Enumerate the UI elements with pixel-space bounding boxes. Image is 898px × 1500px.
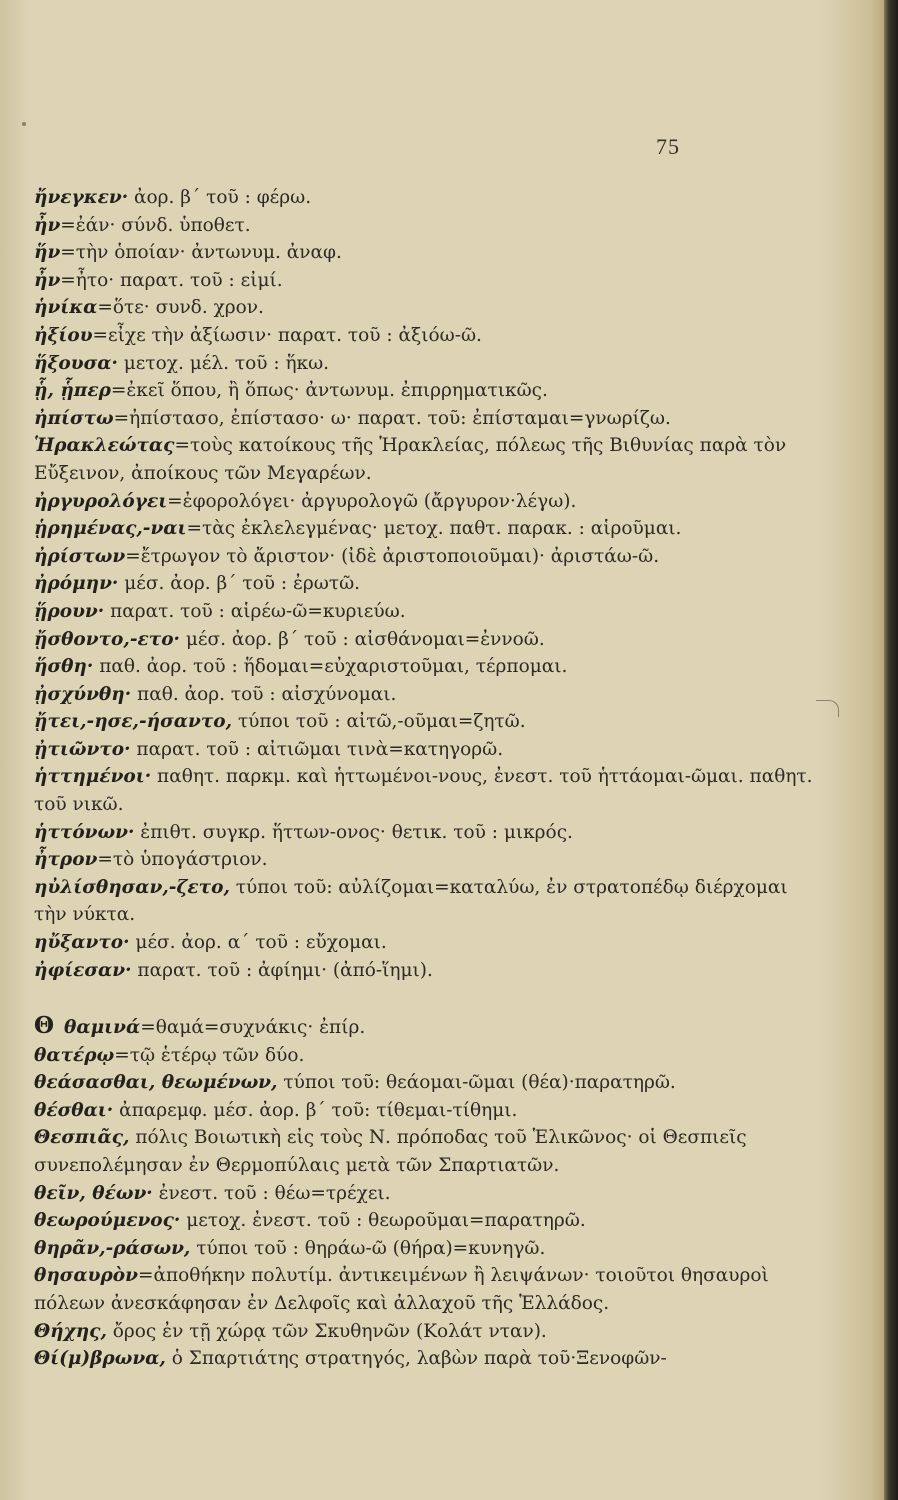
entry-headword: ἠξίου: [34, 324, 93, 346]
entry-headword: Ἡρακλεώτας: [34, 435, 175, 457]
ink-speck: [22, 122, 26, 126]
dictionary-entry: [34, 350, 824, 378]
dictionary-entry: [34, 653, 824, 681]
entry-headword: ᾐσχύνθη·: [34, 683, 132, 705]
dictionary-entry: [34, 239, 824, 267]
entry-definition: ὄρος ἐν τῇ χώρᾳ τῶν Σκυθηνῶν (Κολάτ νταν).: [106, 1320, 547, 1342]
dictionary-entry: [34, 819, 824, 847]
dictionary-entry: [34, 570, 824, 598]
entry-headword: ᾑρημένας,-ναι: [34, 518, 187, 540]
dictionary-entry: [34, 763, 824, 818]
entry-definition: τύποι τοῦ: αὐλίζομαι=καταλύω, ἐν στρατοπέδῳ διέρχομαι τὴν νύκτα.: [34, 876, 788, 926]
dictionary-entry: [34, 1318, 824, 1346]
entry-headword: ἡνίκα: [34, 297, 98, 319]
entry-headword: ἥν: [34, 242, 61, 264]
dictionary-entry: [34, 1207, 824, 1235]
entry-definition: =ἦτο· παρατ. τοῦ : εἰμί.: [60, 269, 283, 291]
entry-definition: μέσ. ἀορ. β΄ τοῦ : ἐρωτῶ.: [118, 573, 361, 595]
dictionary-entry: [34, 598, 824, 626]
entry-headword: ἠργυρολόγει: [34, 490, 168, 512]
entry-headword: ἡττημένοι·: [34, 766, 152, 788]
dictionary-entry: [34, 322, 824, 350]
dictionary-entry: [34, 515, 824, 543]
entry-definition: =θαμά=συχνάκις· ἐπίρ.: [140, 1017, 366, 1038]
entry-definition: =ἔτρωγον τὸ ἄριστον· (ἰδὲ ἀριστοποιοῦμαι)· ἀριστάω-ῶ.: [125, 545, 660, 567]
entry-headword: ἠρίστων: [34, 545, 126, 567]
entry-definition: ἀορ. β΄ τοῦ : φέρω.: [128, 187, 312, 208]
entry-definition: τύποι τοῦ : θηράω-ῶ (θήρα)=κυνηγῶ.: [190, 1237, 546, 1259]
entry-headword: ἦν: [34, 269, 61, 291]
section-letter: Θ: [34, 1012, 55, 1039]
entry-definition: παθ. ἀορ. τοῦ : αἰσχύνομαι.: [131, 683, 397, 705]
theta-section: [34, 1012, 824, 1373]
entry-headword: θαμινά: [64, 1017, 141, 1038]
entry-definition: παρατ. τοῦ : αἱρέω-ῶ=κυριεύω.: [104, 600, 406, 622]
entry-definition: =ὅτε· συνδ. χρον.: [97, 297, 264, 319]
margin-pencil-mark: [816, 700, 839, 717]
entry-headword: θηρᾶν,-ράσων,: [34, 1237, 191, 1259]
dictionary-entry: [34, 488, 824, 516]
entry-headword: ηὔξαντο·: [34, 932, 130, 954]
dictionary-entry: [34, 432, 824, 487]
dictionary-entry: [34, 957, 824, 985]
entry-headword: ἠρόμην·: [34, 573, 119, 595]
entry-definition: =ἠπίστασο, ἐπίστασο· ω· παρατ. τοῦ: ἐπίσταμαι=γνωρίζω.: [113, 407, 671, 429]
entry-definition: τύποι τοῦ : αἰτῶ,-οῦμαι=ζητῶ.: [232, 711, 526, 733]
entry-headword: θατέρῳ: [34, 1044, 115, 1066]
theta-entries: [34, 1042, 824, 1373]
dictionary-entry: [34, 1042, 824, 1070]
entry-definition: =τὰς ἐκλελεγμένας· μετοχ. παθτ. παρακ. : αἱροῦμαι.: [186, 518, 682, 540]
dictionary-entry: [34, 212, 824, 240]
entry-headword: ἥξουσα·: [34, 352, 118, 374]
dictionary-entry: [34, 708, 824, 736]
dictionary-entry: [34, 1345, 824, 1373]
entry-definition: =τὸ ὑπογάστριον.: [97, 849, 268, 871]
dictionary-entry: [34, 1069, 824, 1097]
dictionary-entry: [34, 929, 824, 957]
entry-definition: =ἐκεῖ ὅπου, ἢ ὅπως· ἀντωνυμ. ἐπιρρηματικῶς.: [110, 380, 548, 402]
dictionary-entry: [34, 874, 824, 929]
entry-definition: =τῷ ἑτέρῳ τῶν δύο.: [114, 1044, 305, 1066]
entry-headword: θέσθαι·: [34, 1099, 114, 1121]
entry-headword: Θεσπιᾶς,: [34, 1127, 130, 1149]
entry-headword: ἠφίεσαν·: [34, 959, 132, 981]
entry-definition: παρατ. τοῦ : ἀφίημι· (ἀπό-ἵημι).: [131, 959, 433, 981]
entry-definition: μέσ. ἀορ. β΄ τοῦ : αἰσθάνομαι=ἐννοῶ.: [180, 628, 545, 650]
dictionary-entry: [34, 1180, 824, 1208]
entry-headword: ἠπίστω: [34, 407, 114, 429]
dictionary-entry: [34, 1097, 824, 1125]
entry-headword: Θί(μ)βρωνα,: [34, 1348, 166, 1370]
entry-definition: =ἀποθήκην πολυτίμ. ἀντικειμένων ἢ λειψάνων· τοιοῦτοι θησαυροὶ πόλεων ἀνεσκάφησαν ἐν Δελφοῖς καὶ ἀλλαχοῦ τῆς Ἑλλάδος.: [34, 1265, 769, 1314]
entry-definition: =τὴν ὁποίαν· ἀντωνυμ. ἀναφ.: [60, 242, 342, 264]
entry-definition: ἀπαρεμφ. μέσ. ἀορ. β΄ τοῦ: τίθεμαι-τίθημι.: [113, 1099, 518, 1121]
entry-headword: ἡττόνων·: [34, 821, 135, 843]
entry-definition: =εἶχε τὴν ἀξίωσιν· παρατ. τοῦ : ἀξιόω-ῶ.: [92, 324, 482, 346]
dictionary-entry: [34, 736, 824, 764]
entry-definition: τύποι τοῦ: θεάομαι-ῶμαι (θέα)·παρατηρῶ.: [277, 1072, 676, 1094]
entry-definition: πόλις Βοιωτικὴ εἰς τοὺς Ν. πρόποδας τοῦ Ἑλικῶνος· οἱ Θεσπιεῖς συνεπολέμησαν ἐν Θερμοπύλαις μετὰ τῶν Σπαρτιατῶν.: [34, 1127, 747, 1176]
entry-headword: θεῖν, θέων·: [34, 1182, 153, 1204]
entry-definition: μέσ. ἀορ. α΄ τοῦ : εὔχομαι.: [129, 932, 387, 954]
dictionary-entry: [34, 543, 824, 571]
entry-definition: ὁ Σπαρτιάτης στρατηγός, λαβὼν παρὰ τοῦ·Ξενοφῶν-: [165, 1348, 667, 1370]
entry-headword: ἥσθη·: [34, 656, 94, 678]
entry-definition: ἐπιθτ. συγκρ. ἥττων-ονος· θετικ. τοῦ : μικρός.: [134, 821, 573, 843]
entry-definition: =ἐάν· σύνδ. ὑποθετ.: [60, 214, 251, 236]
dictionary-entry: [34, 267, 824, 295]
entry-definition: παρατ. τοῦ : αἰτιῶμαι τινὰ=κατηγορῶ.: [130, 738, 504, 760]
entry-definition: ἐνεστ. τοῦ : θέω=τρέχει.: [152, 1182, 391, 1204]
entry-headword: ηὐλίσθησαν,-ζετο,: [34, 876, 230, 898]
entry-headword: θεωρούμενος·: [34, 1210, 181, 1232]
dictionary-entry: [34, 626, 824, 654]
entry-definition: παθ. ἀορ. τοῦ : ἥδομαι=εὐχαριστοῦμαι, τέρπομαι.: [93, 656, 568, 678]
entry-headword: θεάσασθαι, θεωμένων,: [34, 1072, 278, 1094]
dictionary-entry: [34, 294, 824, 322]
entry-headword: Θήχης,: [34, 1320, 107, 1342]
entry-headword: ᾔτει,-ησε,-ήσαντο,: [34, 711, 233, 733]
entry-headword: ἦτρον: [34, 849, 98, 871]
entry-definition: μετοχ. μέλ. τοῦ : ἥκω.: [117, 352, 330, 374]
entry-definition: μετοχ. ἐνεστ. τοῦ : θεωροῦμαι=παρατηρῶ.: [180, 1210, 586, 1232]
theta-first-line: [34, 1012, 824, 1042]
entry-headword: ᾐτιῶντο·: [34, 738, 131, 760]
entry-headword: ᾔσθοντο,-ετο·: [34, 628, 180, 650]
dictionary-entry: [34, 377, 824, 405]
entry-definition: =ἐφορολόγει· ἀργυρολογῶ (ἄργυρον·λέγω).: [167, 490, 577, 512]
entry-headword: ᾗ, ᾗπερ: [34, 380, 111, 402]
page-number: 75: [656, 134, 680, 159]
dictionary-entry: [34, 184, 824, 212]
page-edge: [884, 0, 898, 1500]
dictionary-entries: [34, 184, 824, 984]
entry-definition: παθητ. παρκμ. καὶ ἡττωμένοι-νους, ἐνεστ. τοῦ ἡττάομαι-ῶμαι. παθητ. τοῦ νικῶ.: [34, 766, 813, 816]
entry-definition: =τοὺς κατοίκους τῆς Ἡρακλείας, πόλεως τῆς Βιθυνίας παρὰ τὸν Εὔξεινον, ἀποίκους τῶν Μεγαρέων.: [34, 435, 787, 484]
dictionary-entry: [34, 405, 824, 433]
dictionary-entry: [34, 1235, 824, 1263]
dictionary-entry: [34, 846, 824, 874]
entry-headword: ἤνεγκεν·: [34, 187, 129, 208]
dictionary-entry: [34, 1262, 824, 1317]
dictionary-entry: [34, 1124, 824, 1179]
entry-headword: ἦν: [34, 214, 61, 236]
entry-headword: ᾕρουν·: [34, 600, 105, 622]
entry-headword: θησαυρὸν: [34, 1265, 138, 1287]
dictionary-entry: [34, 681, 824, 709]
